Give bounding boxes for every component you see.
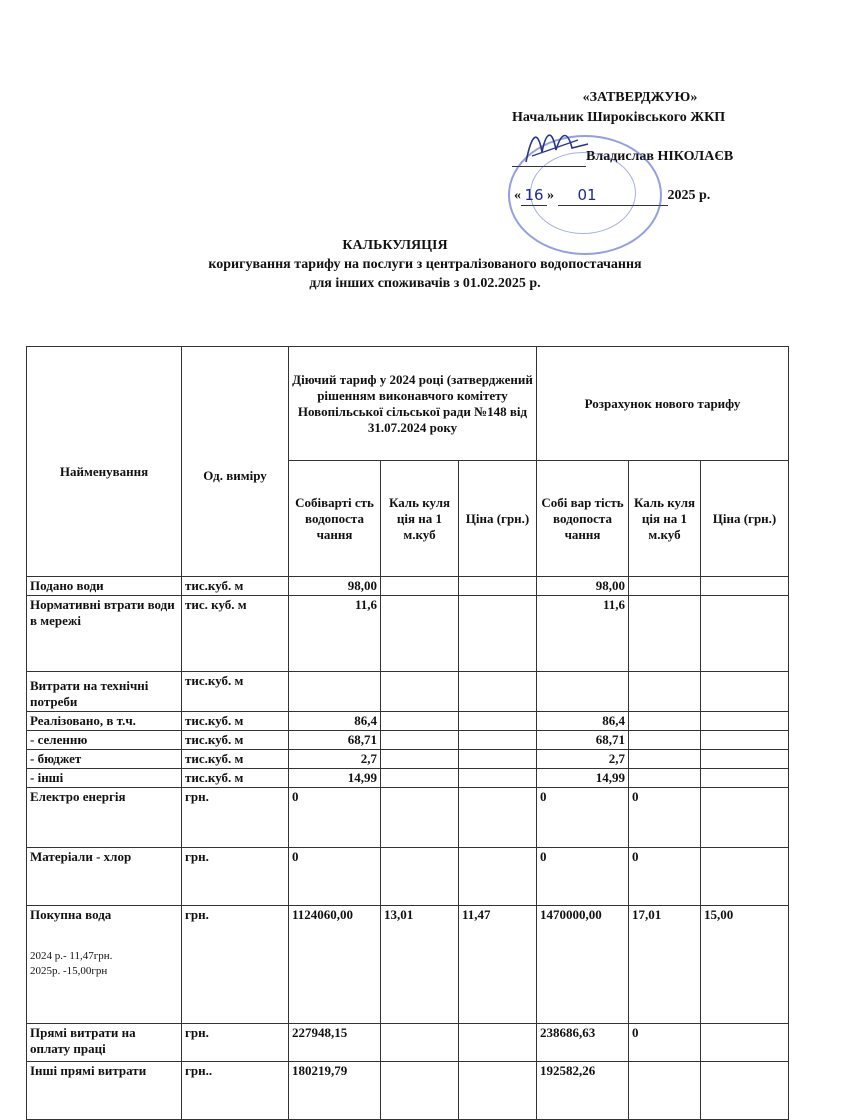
row-c4: 98,00 (537, 577, 629, 596)
row-c4: 1470000,00 (537, 906, 629, 1024)
table-row (27, 712, 789, 731)
header-current-calc: Каль куля ція на 1 м.куб (381, 461, 459, 577)
table-row (27, 769, 789, 788)
signature-mark (518, 122, 598, 172)
row-name: Витрати на технічні потреби (27, 672, 182, 712)
row-c6 (701, 731, 789, 750)
row-unit: тис.куб. м (182, 769, 289, 788)
row-c2 (381, 577, 459, 596)
row-name: Подано води (27, 577, 182, 596)
row-c3 (459, 712, 537, 731)
row-c3 (459, 1024, 537, 1062)
table-row (27, 906, 789, 1024)
row-unit: грн. (182, 848, 289, 906)
row-c5 (629, 596, 701, 672)
row-unit: тис.куб. м (182, 577, 289, 596)
row-c6 (701, 672, 789, 712)
row-name-cell (27, 906, 182, 1024)
table-row (27, 1062, 789, 1120)
row-unit: грн. (182, 906, 289, 1024)
row-c1: 0 (289, 788, 381, 848)
document-subtitle-2: для інших споживачів з 01.02.2025 р. (309, 276, 541, 291)
row-c3 (459, 731, 537, 750)
row-unit: тис.куб. м (182, 672, 289, 712)
row-c6: 15,00 (701, 906, 789, 1024)
date-day: 16 (521, 185, 547, 206)
row-c3 (459, 750, 537, 769)
row-c4: 86,4 (537, 712, 629, 731)
row-c2 (381, 1024, 459, 1062)
row-c1: 1124060,00 (289, 906, 381, 1024)
row-c4: 0 (537, 848, 629, 906)
row-c6 (701, 596, 789, 672)
row-c4: 2,7 (537, 750, 629, 769)
row-name: Нормативні втрати води в мережі (27, 596, 182, 672)
row-c5 (629, 769, 701, 788)
row-name: - селенню (27, 731, 182, 750)
row-c2: 13,01 (381, 906, 459, 1024)
row-c3 (459, 672, 537, 712)
table-row (27, 788, 789, 848)
row-c2 (381, 769, 459, 788)
row-c6 (701, 750, 789, 769)
row-unit: тис.куб. м (182, 731, 289, 750)
row-c2 (381, 712, 459, 731)
row-c3: 11,47 (459, 906, 537, 1024)
row-c6 (701, 712, 789, 731)
row-c1: 98,00 (289, 577, 381, 596)
header-current-price: Ціна (грн.) (459, 461, 537, 577)
row-c4: 14,99 (537, 769, 629, 788)
table-row (27, 596, 789, 672)
header-current-cost: Собіварті сть водопоста чання (289, 461, 381, 577)
calculation-table (26, 346, 789, 1120)
row-c3 (459, 769, 537, 788)
row-c1: 227948,15 (289, 1024, 381, 1062)
row-unit: тис.куб. м (182, 712, 289, 731)
row-c5 (629, 1062, 701, 1120)
document-title-block (0, 236, 850, 293)
row-unit: грн.. (182, 1062, 289, 1120)
row-c6 (701, 788, 789, 848)
row-c3 (459, 596, 537, 672)
row-c4: 192582,26 (537, 1062, 629, 1120)
approval-chief: Начальник Широківського ЖКП (512, 110, 726, 125)
row-name: - бюджет (27, 750, 182, 769)
row-c5 (629, 577, 701, 596)
row-c1: 11,6 (289, 596, 381, 672)
row-c5 (629, 750, 701, 769)
row-c2 (381, 731, 459, 750)
row-c1: 180219,79 (289, 1062, 381, 1120)
document-subtitle-1: коригування тарифу на послуги з централізованого водопостачання (208, 257, 642, 272)
header-new-tariff: Розрахунок нового тарифу (537, 347, 789, 461)
approver-name: Владислав НІКОЛАЄВ (586, 149, 734, 164)
row-c2 (381, 596, 459, 672)
row-c4: 11,6 (537, 596, 629, 672)
row-name: Реалізовано, в т.ч. (27, 712, 182, 731)
row-c6 (701, 1024, 789, 1062)
row-unit: грн. (182, 788, 289, 848)
row-c5: 0 (629, 1024, 701, 1062)
row-c2 (381, 750, 459, 769)
row-name: Матеріали - хлор (27, 848, 182, 906)
row-c1: 0 (289, 848, 381, 906)
row-c3 (459, 1062, 537, 1120)
table-row (27, 577, 789, 596)
table-row (27, 731, 789, 750)
row-c1: 14,99 (289, 769, 381, 788)
row-c2 (381, 672, 459, 712)
row-c2 (381, 788, 459, 848)
row-c5: 0 (629, 848, 701, 906)
table-row (27, 848, 789, 906)
row-c4 (537, 672, 629, 712)
document-title: КАЛЬКУЛЯЦІЯ (342, 238, 448, 253)
date-close-quote: » (547, 188, 554, 203)
header-new-price: Ціна (грн.) (701, 461, 789, 577)
row-c6 (701, 577, 789, 596)
row-c1: 86,4 (289, 712, 381, 731)
row-unit: грн. (182, 1024, 289, 1062)
row-name: Електро енергія (27, 788, 182, 848)
row-unit: тис.куб. м (182, 750, 289, 769)
date-month: 01 (558, 185, 668, 206)
approval-title: «ЗАТВЕРДЖУЮ» (582, 90, 698, 105)
row-c5 (629, 672, 701, 712)
row-note-2025: 2025р. -15,00грн (30, 965, 108, 977)
header-unit: Од. виміру (182, 347, 289, 577)
row-name: Покупна вода (30, 907, 112, 922)
header-current-tariff: Діючий тариф у 2024 році (затверджений рішенням виконавчого комітету Новопільської сільської ради №148 від 31.07.2024 року (289, 347, 537, 461)
row-unit: тис. куб. м (182, 596, 289, 672)
row-c1: 68,71 (289, 731, 381, 750)
row-c4: 68,71 (537, 731, 629, 750)
row-c3 (459, 577, 537, 596)
row-c5: 0 (629, 788, 701, 848)
header-new-cost: Собі вар тість водопоста чання (537, 461, 629, 577)
table-row (27, 750, 789, 769)
row-c3 (459, 848, 537, 906)
row-c5 (629, 731, 701, 750)
row-c6 (701, 848, 789, 906)
row-name: Інші прямі витрати (27, 1062, 182, 1120)
row-c6 (701, 1062, 789, 1120)
row-c1 (289, 672, 381, 712)
row-name: Прямі витрати на оплату праці (27, 1024, 182, 1062)
date-year: 2025 р. (667, 188, 711, 203)
table-row (27, 672, 789, 712)
row-c2 (381, 1062, 459, 1120)
row-c2 (381, 848, 459, 906)
row-c3 (459, 788, 537, 848)
header-new-calc: Каль куля ція на 1 м.куб (629, 461, 701, 577)
row-c1: 2,7 (289, 750, 381, 769)
row-c4: 0 (537, 788, 629, 848)
table-row (27, 1024, 789, 1062)
row-c5: 17,01 (629, 906, 701, 1024)
date-open-quote: « (514, 188, 521, 203)
row-name: - інші (27, 769, 182, 788)
header-name: Найменування (27, 347, 182, 577)
row-c4: 238686,63 (537, 1024, 629, 1062)
row-note-2024: 2024 р.- 11,47грн. (30, 950, 113, 962)
row-c5 (629, 712, 701, 731)
row-c6 (701, 769, 789, 788)
